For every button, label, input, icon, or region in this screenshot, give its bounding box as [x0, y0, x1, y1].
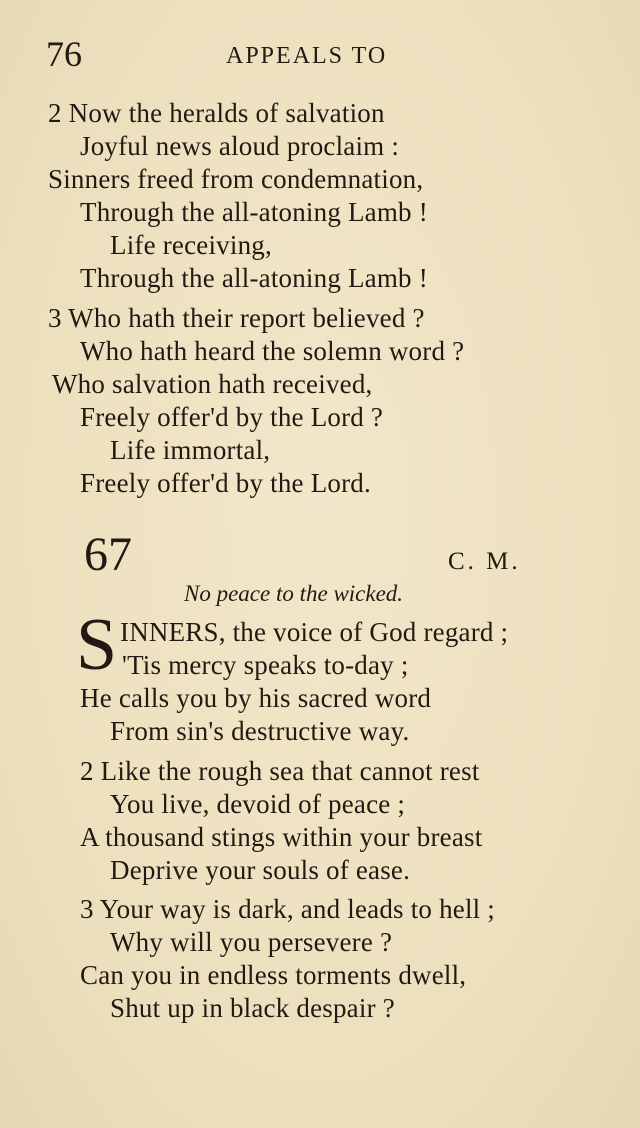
- hymn-line: A thousand stings within your breast: [80, 822, 483, 852]
- hymn-meter: C. M.: [448, 548, 521, 575]
- hymn-line: Can you in endless torments dwell,: [80, 960, 467, 990]
- hymn-line: 3 Who hath their report believed ?: [48, 303, 425, 333]
- hymn-line: 'Tis mercy speaks to-day ;: [122, 650, 409, 680]
- hymn-line: Through the all-atoning Lamb !: [80, 263, 428, 293]
- hymn-line: Why will you persevere ?: [110, 927, 393, 957]
- hymn-line: Through the all-atoning Lamb !: [80, 197, 428, 227]
- hymn-line: 2 Like the rough sea that cannot rest: [80, 756, 480, 786]
- hymn-first-line: INNERS, the voice of God regard ;: [120, 617, 509, 647]
- hymn-line: Joyful news aloud proclaim :: [80, 131, 400, 161]
- hymn-line: Who salvation hath received,: [52, 369, 373, 399]
- hymn-number: 67: [84, 528, 132, 581]
- hymn-line: Freely offer'd by the Lord ?: [80, 402, 384, 432]
- hymn-line: Who hath heard the solemn word ?: [80, 336, 465, 366]
- hymn-line: Deprive your souls of ease.: [110, 855, 411, 885]
- hymn-line: Life receiving,: [110, 230, 272, 260]
- running-head: APPEALS TO: [226, 43, 388, 69]
- hymn-line: From sin's destructive way.: [110, 716, 410, 746]
- hymn-line: You live, devoid of peace ;: [110, 789, 406, 819]
- hymn-line: 3 Your way is dark, and leads to hell ;: [80, 894, 496, 924]
- hymn-line: Life immortal,: [110, 435, 271, 465]
- hymn-line: Freely offer'd by the Lord.: [80, 468, 371, 498]
- hymn-line: Sinners freed from condemnation,: [48, 164, 424, 194]
- hymn-subtitle: No peace to the wicked.: [184, 581, 404, 606]
- hymn-line: 2 Now the heralds of salvation: [48, 98, 385, 128]
- hymn-line: He calls you by his sacred word: [80, 683, 432, 713]
- page-number: 76: [46, 34, 82, 74]
- drop-cap: S: [76, 604, 118, 686]
- hymn-line: Shut up in black despair ?: [110, 993, 395, 1023]
